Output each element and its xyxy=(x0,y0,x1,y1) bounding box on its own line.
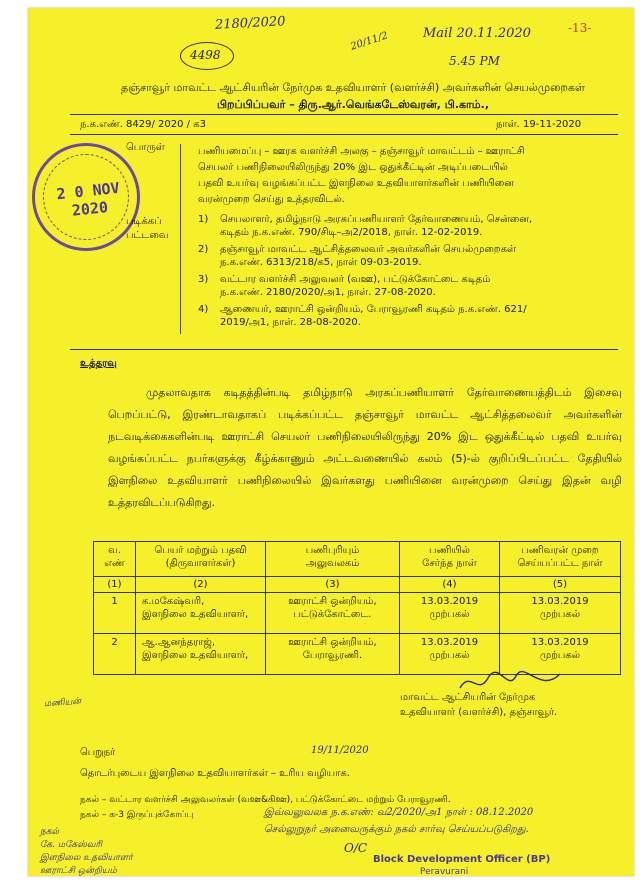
officer-stamp: Block Development Officer (BP) xyxy=(373,854,551,865)
recipient-label: பெறுநர் xyxy=(80,747,116,758)
footer-note-line: இளநிலை உதவியாளர் xyxy=(40,853,133,863)
table-cell: 13.03.2019 முற்பகல் xyxy=(400,634,500,675)
page-number: -13- xyxy=(568,21,592,35)
endorsement-mark: O/C xyxy=(344,841,368,855)
table-cell: க.மகேஷ்வரி, இளநிலை உதவியாளர், xyxy=(136,593,266,634)
reference-number-label: 3) xyxy=(198,274,209,285)
order-date: நாள். 19-11-2020 xyxy=(496,119,582,130)
header-rule-bottom xyxy=(70,134,618,135)
signature-block xyxy=(400,690,557,720)
order-line: இளநிலை உதவியாளர் பணிநிலையில் இவர்களது பணியினை வரன்முறை செய்து இதன் வழி xyxy=(108,474,622,487)
table-cell: 13.03.2019 முற்பகல் xyxy=(500,634,621,675)
reference-number-label: 4) xyxy=(198,304,209,315)
recipient-line: தொடர்புடைய இளநிலை உதவியாளர்கள் – உரிய வழியாக. xyxy=(80,768,350,779)
reference-item xyxy=(198,243,622,269)
subject-line: செயலர் பணிநிலையிலிருந்து 20% இட ஒதுக்கீட்டின் அடிப்படையில் xyxy=(198,162,508,173)
reference-item xyxy=(198,213,622,239)
reference-line: ந.க.எண். 6313/218/க5, நாள் 09-03-2019. xyxy=(220,257,422,268)
handwritten-side-note: மணியன் xyxy=(43,696,82,710)
document-page xyxy=(28,8,634,876)
subject-label: பொருள் xyxy=(126,142,165,153)
table-header-cell: பணியில் சேர்ந்த நாள் xyxy=(400,542,500,577)
table-cell: 13.03.2019 முற்பகல் xyxy=(400,593,500,634)
table-header-cell: வ. எண் xyxy=(94,542,136,577)
received-seal xyxy=(32,143,140,251)
table-cell: (1) xyxy=(94,577,136,593)
reference-line: தஞ்சாவூர் மாவட்ட ஆட்சித்தலைவர் அவர்களின் செயல்முறைகள் xyxy=(220,244,517,255)
signature-line: உதவியாளர் (வளர்ச்சி), தஞ்சாவூர். xyxy=(400,707,558,718)
reference-item xyxy=(198,303,622,329)
order-heading: உத்தரவு xyxy=(80,358,117,369)
table-row xyxy=(94,593,621,634)
table-cell: 1 xyxy=(94,593,136,634)
circled-number xyxy=(180,42,234,70)
subject-rule xyxy=(70,349,618,350)
reference-number: ந.க.எண். 8429/ 2020 / க3 xyxy=(80,119,206,130)
table-cell: ஊராட்சி ஒன்றியம், பேராவூரணி. xyxy=(266,634,400,675)
reference-line: கடிதம் ந.க.எண். 790/சிடி–அ2/2018, நாள். 12-02-2019. xyxy=(220,227,483,238)
reference-line: ந.க.எண். 2180/2020/அ1, நாள். 27-08-2020. xyxy=(220,287,436,298)
footer-note-line: ஊராட்சி ஒன்றியம் xyxy=(40,866,117,876)
reference-line: வட்டார வளர்ச்சி அலுவலர் (வஊ), பட்டுக்கோட்டை கடிதம் xyxy=(220,274,491,285)
table-header-cell: பணிவரன் முறை செய்யப்பட்ட நாள் xyxy=(500,542,621,577)
subject-line: பதவி உயர்வு வழங்கப்பட்ட இளநிலை உதவியாளர்களின் பணியினை xyxy=(198,178,514,189)
table-cell: ஆ.ஆனந்தராஜ், இளநிலை உதவியாளர், xyxy=(136,634,266,675)
references-list xyxy=(198,213,622,329)
handwritten-footer-left xyxy=(40,826,133,876)
header-rule-top xyxy=(70,114,618,115)
handwritten-time-note: 5.45 PM xyxy=(449,54,500,68)
regularisation-table xyxy=(93,541,621,675)
table-cell: (2) xyxy=(136,577,266,593)
subject-line: வரன்முறை செய்து உத்தரவிடல். xyxy=(198,194,345,205)
order-line: நடவடிக்கைகளின்படி ஊராட்சி செயலர் பணிநிலையிலிருந்து 20% இட ஒதுக்கீட்டில் பதவி உயர்வு xyxy=(108,430,622,443)
order-line: பெறப்பட்டு, இரண்டாவதாகப் படிக்கப்பட்ட தஞ்சாவூர் மாவட்ட ஆட்சித்தலைவர் அவர்களின் xyxy=(108,408,622,421)
signature-line: மாவட்ட ஆட்சியரின் நேர்முக xyxy=(400,692,536,703)
footer-note-line: கே. மகேஸ்வரி xyxy=(40,840,103,850)
header-line-1: தஞ்சாவூர் மாவட்ட ஆட்சியரின் நேர்முக உதவியாளர் (வளர்ச்சி) அவர்களின் செயல்முறைகள் xyxy=(121,81,585,94)
reference-text xyxy=(220,303,622,329)
table-cell: (5) xyxy=(500,577,621,593)
reference-number-label: 2) xyxy=(198,244,209,255)
order-line: உத்தரவிடப்படுகிறது. xyxy=(108,496,215,509)
order-paragraph xyxy=(108,382,622,514)
subject-divider xyxy=(180,144,181,334)
officer-stamp-place: Peravurani xyxy=(420,867,469,876)
handwritten-mail-note: Mail 20.11.2020 xyxy=(423,26,531,41)
copy-item: நகல் – க-3 இருப்புக்கோப்பு xyxy=(80,810,194,820)
table-cell: 2 xyxy=(94,634,136,675)
reference-line: 2019/அ1, நாள். 28-08-2020. xyxy=(220,317,361,328)
handwritten-scribble: 20/11/2 xyxy=(349,30,390,53)
table-cell: ஊராட்சி ஒன்றியம், பட்டுக்கோட்டை. xyxy=(266,593,400,634)
table-number-row xyxy=(94,577,621,593)
order-line: வழங்கப்பட்ட நபர்களுக்கு கீழ்க்காணும் அட்டவணையில் கலம் (5)-ல் குறிப்பிடப்பட்ட தேதியில் xyxy=(108,452,622,465)
reference-text xyxy=(220,213,622,239)
handwritten-ref: 2180/2020 xyxy=(214,14,286,33)
reference-line: ஆணையர், ஊராட்சி ஒன்றியம், பேராவூரணி கடிதம் ந.க.எண். 621/ xyxy=(220,304,527,315)
reference-text xyxy=(220,243,622,269)
reference-number-label: 1) xyxy=(198,214,209,225)
table-cell: 13.03.2019 முற்பகல் xyxy=(500,593,621,634)
footer-note-line: நகல் xyxy=(40,827,60,837)
table-header-row xyxy=(94,542,621,577)
read-label-2: பட்டவை xyxy=(126,230,169,241)
table-header-cell: பணிபுரியும் அலுவலகம் xyxy=(266,542,400,577)
subject-text xyxy=(198,144,622,208)
endorsement-note: செல்லுறுநர் அனைவருக்கும் நகல் சார்வு செய்யப்படுகிறது. xyxy=(264,824,529,835)
order-line: முதலாவதாக கடிதத்தின்படி தமிழ்நாடு அரசுப்பணியாளர் தேர்வாணையத்திடம் இசைவு xyxy=(146,386,622,399)
read-label-1: படிக்கப் xyxy=(126,216,162,227)
subject-line: பணியமைப்பு – ஊரக வளர்ச்சி அலகு – தஞ்சாவூர் மாவட்டம் – ஊராட்சி xyxy=(198,146,525,157)
endorsement-ref: இவ்வலுவலக ந.க.எண்: வ2/2020/அ1 நாள் : 08.12.2020 xyxy=(264,807,534,818)
circled-number-text: 4498 xyxy=(190,48,221,62)
copy-item: நகல் – வட்டார வளர்ச்சி அலுவலர்கள் (வஊ&கிஊ), பட்டுக்கோட்டை மற்றும் பேராவூரணி. xyxy=(80,795,451,805)
table-header-cell: பெயர் மற்றும் பதவி (திருவாளர்கள்) xyxy=(136,542,266,577)
header-line-2: பிறப்பிப்பவர் – திரு.ஆர்.வெங்கடேஸ்வரன், பி.காம்., xyxy=(217,98,489,111)
reference-text xyxy=(220,273,622,299)
seal-date: 2 0 NOV 2020 xyxy=(55,178,121,220)
reference-item xyxy=(198,273,622,299)
table-cell: (3) xyxy=(266,577,400,593)
table-cell: (4) xyxy=(400,577,500,593)
handwritten-sign-date: 19/11/2020 xyxy=(311,745,369,756)
reference-line: செயலாளர், தமிழ்நாடு அரசுப்பணியாளர் தேர்வாணையம், சென்னை, xyxy=(220,214,533,225)
